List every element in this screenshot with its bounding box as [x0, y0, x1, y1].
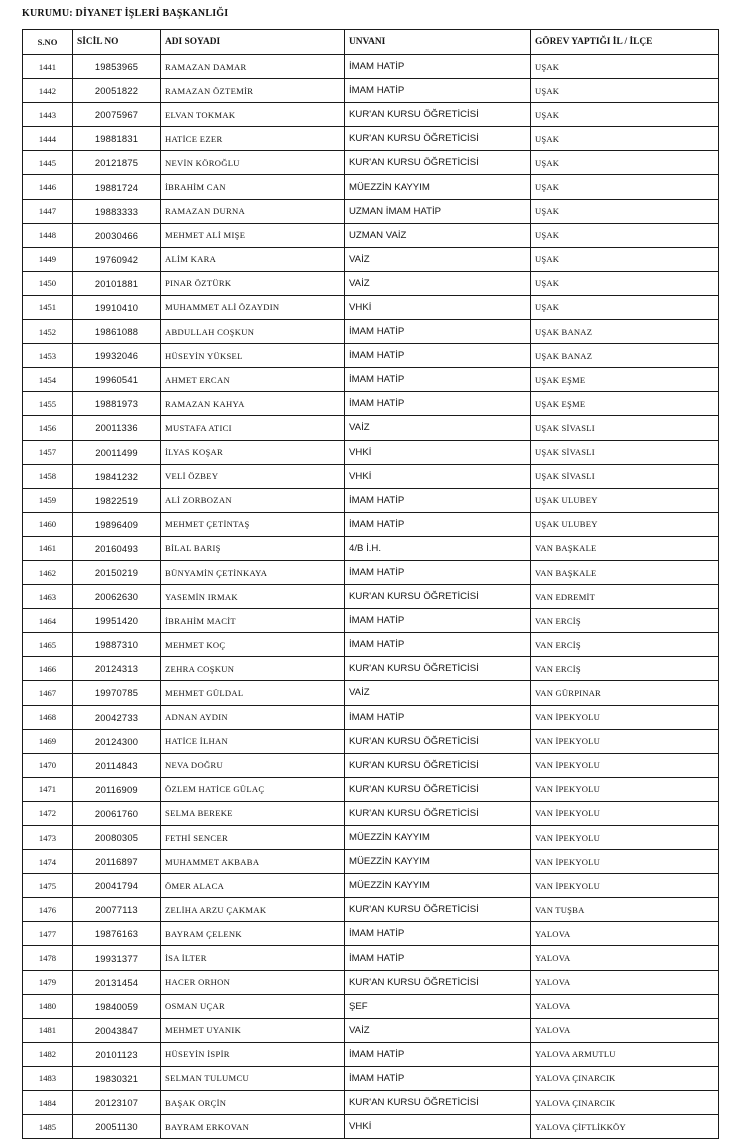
row-name: NEVİN KÖROĞLU [161, 151, 345, 175]
row-title: İMAM HATİP [345, 488, 531, 512]
table-row [23, 271, 719, 295]
row-sno: 1481 [23, 1018, 73, 1042]
row-name: ZELİHA ARZU ÇAKMAK [161, 898, 345, 922]
row-title: VAİZ [345, 247, 531, 271]
row-sno: 1445 [23, 151, 73, 175]
row-sicil-no: 20080305 [73, 826, 161, 850]
row-name: HÜSEYİN İSPİR [161, 1042, 345, 1066]
row-sicil-no: 20150219 [73, 560, 161, 584]
row-sicil-no: 19822519 [73, 488, 161, 512]
row-location: UŞAK SİVASLI [531, 416, 719, 440]
row-sicil-no: 20114843 [73, 753, 161, 777]
row-name: BİLAL BARIŞ [161, 536, 345, 560]
row-location: VAN İPEKYOLU [531, 777, 719, 801]
row-title: İMAM HATİP [345, 633, 531, 657]
row-location: UŞAK ULUBEY [531, 488, 719, 512]
row-title: İMAM HATİP [345, 320, 531, 344]
row-location: UŞAK SİVASLI [531, 464, 719, 488]
table-row [23, 801, 719, 825]
row-location: YALOVA [531, 946, 719, 970]
row-title: MÜEZZİN KAYYIM [345, 850, 531, 874]
table-row [23, 223, 719, 247]
row-name: ABDULLAH COŞKUN [161, 320, 345, 344]
row-sno: 1442 [23, 79, 73, 103]
table-row [23, 175, 719, 199]
row-sno: 1472 [23, 801, 73, 825]
table-row [23, 368, 719, 392]
row-sicil-no: 20121875 [73, 151, 161, 175]
row-location: VAN BAŞKALE [531, 560, 719, 584]
table-row [23, 464, 719, 488]
table-row [23, 585, 719, 609]
table-row [23, 994, 719, 1018]
row-location: UŞAK EŞME [531, 368, 719, 392]
row-name: ÖMER ALACA [161, 874, 345, 898]
row-name: BAŞAK ORÇİN [161, 1091, 345, 1115]
row-title: VHKİ [345, 295, 531, 319]
row-name: FETHİ SENCER [161, 826, 345, 850]
row-location: YALOVA ÇINARCIK [531, 1091, 719, 1115]
row-sno: 1473 [23, 826, 73, 850]
row-sicil-no: 20124313 [73, 657, 161, 681]
table-row [23, 681, 719, 705]
row-sno: 1474 [23, 850, 73, 874]
table-row [23, 103, 719, 127]
row-location: UŞAK [531, 271, 719, 295]
row-location: VAN GÜRPINAR [531, 681, 719, 705]
row-location: UŞAK [531, 295, 719, 319]
row-sno: 1443 [23, 103, 73, 127]
row-sicil-no: 20160493 [73, 536, 161, 560]
row-name: PINAR ÖZTÜRK [161, 271, 345, 295]
row-sno: 1485 [23, 1115, 73, 1139]
row-sno: 1446 [23, 175, 73, 199]
row-title: VAİZ [345, 681, 531, 705]
table-row [23, 320, 719, 344]
row-title: MÜEZZİN KAYYIM [345, 826, 531, 850]
row-title: İMAM HATİP [345, 55, 531, 79]
row-title: KUR'AN KURSU ÖĞRETİCİSİ [345, 970, 531, 994]
row-name: BAYRAM ERKOVAN [161, 1115, 345, 1139]
row-sno: 1480 [23, 994, 73, 1018]
row-name: HÜSEYİN YÜKSEL [161, 344, 345, 368]
row-sicil-no: 20011336 [73, 416, 161, 440]
row-name: OSMAN UÇAR [161, 994, 345, 1018]
table-row [23, 1115, 719, 1139]
table-row [23, 392, 719, 416]
row-sicil-no: 20041794 [73, 874, 161, 898]
row-title: ŞEF [345, 994, 531, 1018]
row-location: VAN İPEKYOLU [531, 705, 719, 729]
row-title: KUR'AN KURSU ÖĞRETİCİSİ [345, 729, 531, 753]
row-location: VAN ERCİŞ [531, 657, 719, 681]
row-title: VHKİ [345, 440, 531, 464]
row-sno: 1441 [23, 55, 73, 79]
table-body [23, 55, 719, 1139]
row-name: ÖZLEM HATİCE GÜLAÇ [161, 777, 345, 801]
row-title: VAİZ [345, 1018, 531, 1042]
row-title: KUR'AN KURSU ÖĞRETİCİSİ [345, 898, 531, 922]
table-row [23, 729, 719, 753]
row-sno: 1450 [23, 271, 73, 295]
row-name: MUSTAFA ATICI [161, 416, 345, 440]
row-sno: 1449 [23, 247, 73, 271]
table-row [23, 416, 719, 440]
row-location: UŞAK BANAZ [531, 344, 719, 368]
row-location: YALOVA ÇİFTLİKKÖY [531, 1115, 719, 1139]
row-sno: 1454 [23, 368, 73, 392]
table-row [23, 127, 719, 151]
row-name: MEHMET GÜLDAL [161, 681, 345, 705]
row-sno: 1484 [23, 1091, 73, 1115]
table-row [23, 536, 719, 560]
row-location: UŞAK [531, 223, 719, 247]
row-name: RAMAZAN DAMAR [161, 55, 345, 79]
row-sicil-no: 20124300 [73, 729, 161, 753]
row-location: VAN İPEKYOLU [531, 801, 719, 825]
row-title: VAİZ [345, 271, 531, 295]
row-location: YALOVA [531, 1018, 719, 1042]
row-title: UZMAN VAİZ [345, 223, 531, 247]
table-row [23, 826, 719, 850]
row-sicil-no: 20101123 [73, 1042, 161, 1066]
row-location: UŞAK [531, 103, 719, 127]
row-location: YALOVA ÇINARCIK [531, 1066, 719, 1090]
row-title: İMAM HATİP [345, 392, 531, 416]
row-location: UŞAK [531, 151, 719, 175]
row-sicil-no: 19932046 [73, 344, 161, 368]
row-name: MEHMET KOÇ [161, 633, 345, 657]
row-sno: 1457 [23, 440, 73, 464]
table-row [23, 970, 719, 994]
row-name: RAMAZAN DURNA [161, 199, 345, 223]
row-title: MÜEZZİN KAYYIM [345, 874, 531, 898]
row-sicil-no: 20116897 [73, 850, 161, 874]
row-title: VAİZ [345, 416, 531, 440]
row-sno: 1478 [23, 946, 73, 970]
table-row [23, 633, 719, 657]
table-row [23, 247, 719, 271]
row-title: İMAM HATİP [345, 705, 531, 729]
row-location: VAN ERCİŞ [531, 609, 719, 633]
row-sicil-no: 20061760 [73, 801, 161, 825]
row-sicil-no: 19931377 [73, 946, 161, 970]
row-title: İMAM HATİP [345, 512, 531, 536]
row-title: KUR'AN KURSU ÖĞRETİCİSİ [345, 801, 531, 825]
row-sno: 1475 [23, 874, 73, 898]
row-location: YALOVA [531, 994, 719, 1018]
row-sicil-no: 20030466 [73, 223, 161, 247]
row-sno: 1476 [23, 898, 73, 922]
row-sno: 1468 [23, 705, 73, 729]
institution-heading: KURUMU: DİYANET İŞLERİ BAŞKANLIĞI [22, 8, 229, 19]
table-row [23, 874, 719, 898]
row-name: MUHAMMET AKBABA [161, 850, 345, 874]
row-sno: 1477 [23, 922, 73, 946]
row-sicil-no: 19853965 [73, 55, 161, 79]
row-name: RAMAZAN ÖZTEMİR [161, 79, 345, 103]
row-sicil-no: 19840059 [73, 994, 161, 1018]
row-sno: 1483 [23, 1066, 73, 1090]
row-sicil-no: 19910410 [73, 295, 161, 319]
row-title: KUR'AN KURSU ÖĞRETİCİSİ [345, 753, 531, 777]
row-name: ADNAN AYDIN [161, 705, 345, 729]
table-row [23, 560, 719, 584]
row-location: VAN ERCİŞ [531, 633, 719, 657]
row-name: İBRAHİM MACİT [161, 609, 345, 633]
table-row [23, 946, 719, 970]
row-name: MEHMET UYANIK [161, 1018, 345, 1042]
row-sicil-no: 19960541 [73, 368, 161, 392]
row-sicil-no: 19951420 [73, 609, 161, 633]
row-sicil-no: 19760942 [73, 247, 161, 271]
table-row [23, 657, 719, 681]
row-location: UŞAK [531, 175, 719, 199]
row-sno: 1467 [23, 681, 73, 705]
row-title: VHKİ [345, 464, 531, 488]
row-location: VAN İPEKYOLU [531, 753, 719, 777]
row-location: UŞAK [531, 199, 719, 223]
row-sicil-no: 20131454 [73, 970, 161, 994]
header-sno: S.NO [23, 30, 73, 55]
row-sno: 1452 [23, 320, 73, 344]
row-sicil-no: 19881973 [73, 392, 161, 416]
row-sicil-no: 19841232 [73, 464, 161, 488]
row-location: VAN İPEKYOLU [531, 850, 719, 874]
personnel-table [22, 29, 719, 1139]
row-sicil-no: 20123107 [73, 1091, 161, 1115]
row-sicil-no: 20077113 [73, 898, 161, 922]
table-row [23, 1018, 719, 1042]
row-name: SELMA BEREKE [161, 801, 345, 825]
row-sno: 1463 [23, 585, 73, 609]
row-location: VAN EDREMİT [531, 585, 719, 609]
row-sno: 1482 [23, 1042, 73, 1066]
row-title: UZMAN İMAM HATİP [345, 199, 531, 223]
row-sno: 1479 [23, 970, 73, 994]
row-title: İMAM HATİP [345, 922, 531, 946]
row-sicil-no: 19830321 [73, 1066, 161, 1090]
row-name: AHMET ERCAN [161, 368, 345, 392]
row-title: MÜEZZİN KAYYIM [345, 175, 531, 199]
row-sno: 1469 [23, 729, 73, 753]
row-location: YALOVA ARMUTLU [531, 1042, 719, 1066]
row-name: MEHMET ALİ MIŞE [161, 223, 345, 247]
row-location: YALOVA [531, 970, 719, 994]
row-name: VELİ ÖZBEY [161, 464, 345, 488]
row-sicil-no: 19896409 [73, 512, 161, 536]
row-location: UŞAK SİVASLI [531, 440, 719, 464]
table-row [23, 440, 719, 464]
row-sicil-no: 19861088 [73, 320, 161, 344]
row-location: UŞAK [531, 79, 719, 103]
row-name: HATİCE EZER [161, 127, 345, 151]
table-row [23, 295, 719, 319]
row-sno: 1444 [23, 127, 73, 151]
row-name: MUHAMMET ALİ ÖZAYDIN [161, 295, 345, 319]
row-location: VAN İPEKYOLU [531, 729, 719, 753]
row-title: İMAM HATİP [345, 79, 531, 103]
table-row [23, 199, 719, 223]
row-location: UŞAK BANAZ [531, 320, 719, 344]
row-location: UŞAK [531, 55, 719, 79]
row-location: VAN İPEKYOLU [531, 874, 719, 898]
table-row [23, 753, 719, 777]
row-name: RAMAZAN KAHYA [161, 392, 345, 416]
row-sicil-no: 19881831 [73, 127, 161, 151]
row-location: UŞAK [531, 247, 719, 271]
row-sno: 1461 [23, 536, 73, 560]
table-row [23, 1066, 719, 1090]
header-sicil-no: SİCİL NO [73, 30, 161, 55]
row-name: HACER ORHON [161, 970, 345, 994]
row-location: VAN İPEKYOLU [531, 826, 719, 850]
header-title: UNVANI [345, 30, 531, 55]
row-sno: 1459 [23, 488, 73, 512]
row-sno: 1451 [23, 295, 73, 319]
row-title: KUR'AN KURSU ÖĞRETİCİSİ [345, 657, 531, 681]
header-name: ADI SOYADI [161, 30, 345, 55]
row-title: İMAM HATİP [345, 946, 531, 970]
table-header-row [23, 30, 719, 55]
row-title: KUR'AN KURSU ÖĞRETİCİSİ [345, 127, 531, 151]
row-sno: 1458 [23, 464, 73, 488]
row-name: YASEMİN IRMAK [161, 585, 345, 609]
row-sno: 1455 [23, 392, 73, 416]
row-title: KUR'AN KURSU ÖĞRETİCİSİ [345, 585, 531, 609]
row-location: YALOVA [531, 922, 719, 946]
row-sno: 1464 [23, 609, 73, 633]
row-sicil-no: 20011499 [73, 440, 161, 464]
row-sno: 1448 [23, 223, 73, 247]
row-sicil-no: 19887310 [73, 633, 161, 657]
row-name: İSA İLTER [161, 946, 345, 970]
row-sicil-no: 19876163 [73, 922, 161, 946]
row-title: KUR'AN KURSU ÖĞRETİCİSİ [345, 777, 531, 801]
row-title: İMAM HATİP [345, 560, 531, 584]
header-location: GÖREV YAPTIĞI İL / İLÇE [531, 30, 719, 55]
table-row [23, 1091, 719, 1115]
row-name: BÜNYAMİN ÇETİNKAYA [161, 560, 345, 584]
row-sicil-no: 20062630 [73, 585, 161, 609]
row-title: KUR'AN KURSU ÖĞRETİCİSİ [345, 1091, 531, 1115]
table-row [23, 344, 719, 368]
row-location: UŞAK [531, 127, 719, 151]
table-row [23, 488, 719, 512]
row-title: İMAM HATİP [345, 1066, 531, 1090]
row-name: İLYAS KOŞAR [161, 440, 345, 464]
row-sicil-no: 20051822 [73, 79, 161, 103]
table-row [23, 705, 719, 729]
row-name: ELVAN TOKMAK [161, 103, 345, 127]
row-name: ALİM KARA [161, 247, 345, 271]
row-name: ALİ ZORBOZAN [161, 488, 345, 512]
row-sicil-no: 20101881 [73, 271, 161, 295]
row-sicil-no: 20043847 [73, 1018, 161, 1042]
row-sicil-no: 20116909 [73, 777, 161, 801]
row-name: BAYRAM ÇELENK [161, 922, 345, 946]
row-title: İMAM HATİP [345, 609, 531, 633]
row-sicil-no: 19883333 [73, 199, 161, 223]
table-row [23, 1042, 719, 1066]
row-location: VAN BAŞKALE [531, 536, 719, 560]
row-sno: 1456 [23, 416, 73, 440]
row-sno: 1453 [23, 344, 73, 368]
row-location: VAN TUŞBA [531, 898, 719, 922]
row-sno: 1470 [23, 753, 73, 777]
table-row [23, 151, 719, 175]
row-sicil-no: 20075967 [73, 103, 161, 127]
row-name: ZEHRA COŞKUN [161, 657, 345, 681]
table-row [23, 898, 719, 922]
table-row [23, 609, 719, 633]
row-title: KUR'AN KURSU ÖĞRETİCİSİ [345, 103, 531, 127]
table-row [23, 55, 719, 79]
table-row [23, 922, 719, 946]
table-row [23, 850, 719, 874]
row-sno: 1471 [23, 777, 73, 801]
row-sicil-no: 20051130 [73, 1115, 161, 1139]
row-title: KUR'AN KURSU ÖĞRETİCİSİ [345, 151, 531, 175]
row-name: NEVA DOĞRU [161, 753, 345, 777]
row-sno: 1466 [23, 657, 73, 681]
row-sicil-no: 19881724 [73, 175, 161, 199]
row-sno: 1447 [23, 199, 73, 223]
row-name: HATİCE İLHAN [161, 729, 345, 753]
table-row [23, 512, 719, 536]
row-location: UŞAK EŞME [531, 392, 719, 416]
row-sicil-no: 19970785 [73, 681, 161, 705]
row-location: UŞAK ULUBEY [531, 512, 719, 536]
row-title: İMAM HATİP [345, 368, 531, 392]
row-name: İBRAHİM CAN [161, 175, 345, 199]
row-title: VHKİ [345, 1115, 531, 1139]
row-title: İMAM HATİP [345, 344, 531, 368]
table-row [23, 777, 719, 801]
row-sicil-no: 20042733 [73, 705, 161, 729]
row-sno: 1465 [23, 633, 73, 657]
row-sno: 1460 [23, 512, 73, 536]
row-sno: 1462 [23, 560, 73, 584]
table-row [23, 79, 719, 103]
row-name: SELMAN TULUMCU [161, 1066, 345, 1090]
row-title: 4/B İ.H. [345, 536, 531, 560]
row-title: İMAM HATİP [345, 1042, 531, 1066]
row-name: MEHMET ÇETİNTAŞ [161, 512, 345, 536]
